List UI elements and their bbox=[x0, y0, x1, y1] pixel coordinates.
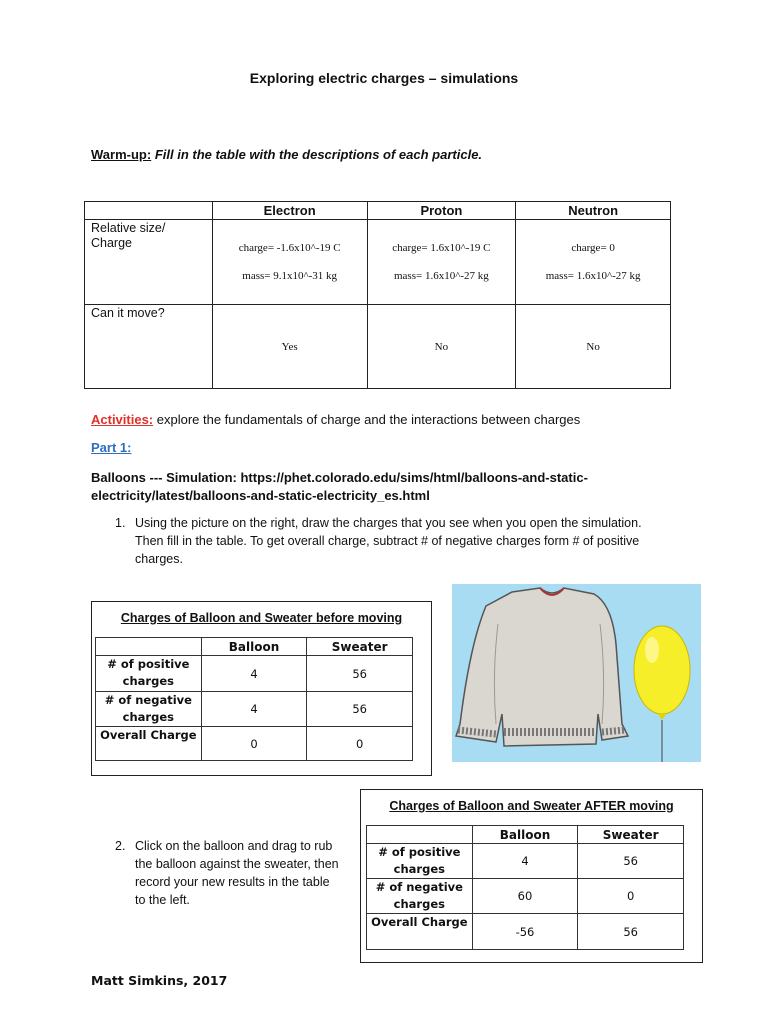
before-balloon-value[interactable]: 4 bbox=[201, 656, 307, 692]
particle-table bbox=[84, 201, 671, 389]
proton-can-move-cell[interactable]: No bbox=[367, 305, 516, 389]
footer-author: Matt Simkins, 2017 bbox=[91, 973, 228, 988]
before-sweater-value[interactable]: 0 bbox=[307, 727, 413, 761]
page-title: Exploring electric charges – simulations bbox=[249, 70, 519, 86]
row-label-size-charge: Relative size/ Charge bbox=[85, 220, 213, 305]
table-row bbox=[367, 844, 684, 879]
warmup-label: Warm-up: bbox=[91, 147, 152, 162]
activities-text: explore the fundamentals of charge and the interactions between charges bbox=[153, 412, 581, 427]
before-row-label: # of negative charges bbox=[96, 692, 202, 727]
table-row bbox=[96, 727, 413, 761]
before-moving-box bbox=[91, 601, 432, 776]
after-header-balloon: Balloon bbox=[472, 826, 578, 844]
after-header-empty bbox=[367, 826, 473, 844]
electron-size-charge-cell[interactable] bbox=[212, 220, 367, 305]
before-moving-title: Charges of Balloon and Sweater before moving bbox=[120, 611, 403, 625]
illustration-svg bbox=[452, 584, 701, 762]
balloons-simulation-heading: Balloons --- Simulation: https://phet.colorado.edu/sims/html/balloons-and-static-electricity/latest/balloons-and-static-electricity_es.html bbox=[91, 470, 588, 503]
header-cell-empty bbox=[85, 202, 213, 220]
step-1-number: 1. bbox=[115, 516, 126, 530]
step-2-number: 2. bbox=[115, 839, 126, 853]
table-row bbox=[367, 914, 684, 950]
before-sweater-value[interactable]: 56 bbox=[307, 692, 413, 727]
table-row bbox=[367, 879, 684, 914]
before-moving-table bbox=[95, 637, 413, 761]
after-sweater-value[interactable]: 56 bbox=[578, 914, 684, 950]
row-label-can-move: Can it move? bbox=[85, 305, 213, 389]
before-row-label: Overall Charge bbox=[96, 727, 202, 761]
table-row bbox=[85, 305, 671, 389]
electron-can-move-cell[interactable]: Yes bbox=[212, 305, 367, 389]
step-1-text: Using the picture on the right, draw the charges that you see when you open the simulation. Then fill in the table. To get overall charge, subtract # of negative charges form # of positive charges. bbox=[135, 516, 642, 566]
electron-mass: mass= 9.1x10^-31 kg bbox=[242, 270, 338, 282]
before-sweater-value[interactable]: 56 bbox=[307, 656, 413, 692]
part1-heading: Part 1: bbox=[91, 440, 132, 455]
before-header-sweater: Sweater bbox=[307, 638, 413, 656]
particle-table-header-row bbox=[85, 202, 671, 220]
electron-charge: charge= -1.6x10^-19 C bbox=[238, 242, 341, 254]
step-1 bbox=[115, 514, 660, 568]
table-row bbox=[85, 220, 671, 305]
before-header-balloon: Balloon bbox=[201, 638, 307, 656]
proton-size-charge-cell[interactable] bbox=[367, 220, 516, 305]
before-header-empty bbox=[96, 638, 202, 656]
after-sweater-value[interactable]: 0 bbox=[578, 879, 684, 914]
after-balloon-value[interactable]: 60 bbox=[472, 879, 578, 914]
after-header-row bbox=[367, 826, 684, 844]
table-row bbox=[96, 692, 413, 727]
step-2 bbox=[115, 837, 340, 909]
header-cell-neutron: Neutron bbox=[516, 202, 671, 220]
before-balloon-value[interactable]: 4 bbox=[201, 692, 307, 727]
proton-mass: mass= 1.6x10^-27 kg bbox=[393, 270, 489, 282]
proton-charge: charge= 1.6x10^-19 C bbox=[392, 242, 491, 254]
before-row-label: # of positive charges bbox=[96, 656, 202, 692]
activities-label: Activities: bbox=[91, 412, 154, 427]
after-moving-box bbox=[360, 789, 703, 963]
after-row-label: # of positive charges bbox=[367, 844, 473, 879]
neutron-size-charge-cell[interactable] bbox=[516, 220, 671, 305]
after-header-sweater: Sweater bbox=[578, 826, 684, 844]
before-header-row bbox=[96, 638, 413, 656]
neutron-charge: charge= 0 bbox=[571, 242, 615, 254]
table-row bbox=[96, 656, 413, 692]
after-balloon-value[interactable]: -56 bbox=[472, 914, 578, 950]
after-moving-table bbox=[366, 825, 684, 950]
activities-line bbox=[91, 412, 580, 427]
warmup-instruction: Fill in the table with the descriptions of each particle. bbox=[154, 147, 483, 162]
after-sweater-value[interactable]: 56 bbox=[578, 844, 684, 879]
before-balloon-value[interactable]: 0 bbox=[201, 727, 307, 761]
after-row-label: # of negative charges bbox=[367, 879, 473, 914]
after-moving-title: Charges of Balloon and Sweater AFTER moving bbox=[389, 799, 674, 813]
header-cell-proton: Proton bbox=[367, 202, 516, 220]
neutron-can-move-cell[interactable]: No bbox=[516, 305, 671, 389]
header-cell-electron: Electron bbox=[212, 202, 367, 220]
neutron-mass: mass= 1.6x10^-27 kg bbox=[545, 270, 641, 282]
sweater-balloon-illustration bbox=[452, 584, 701, 762]
after-balloon-value[interactable]: 4 bbox=[472, 844, 578, 879]
warmup-line bbox=[91, 147, 482, 162]
after-row-label: Overall Charge bbox=[367, 914, 473, 950]
step-2-text: Click on the balloon and drag to rub the balloon against the sweater, then record your new results in the table to the left. bbox=[135, 839, 339, 907]
